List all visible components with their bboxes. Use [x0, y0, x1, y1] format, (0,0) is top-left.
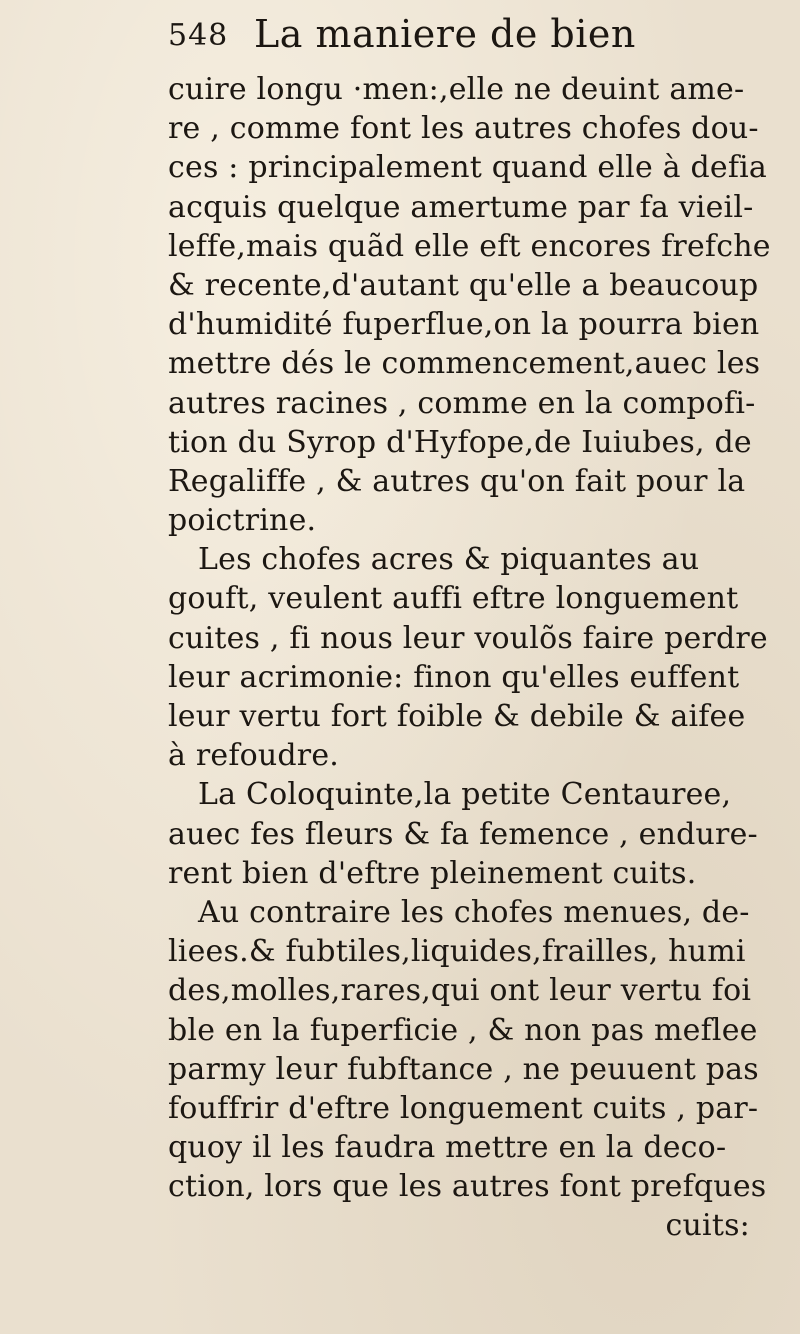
text-line: fouffrir d'eftre longuement cuits , par-	[168, 1090, 759, 1126]
text-line: & recente,d'autant qu'elle a beaucoup	[168, 267, 759, 303]
text-line: autres racines , comme en la compofi-	[168, 385, 756, 421]
text-line: acquis quelque amertume par fa vieil-	[168, 189, 754, 225]
text-line: Regaliffe , & autres qu'on fait pour la	[168, 463, 746, 499]
text-line: La Coloquinte,la petite Centauree,	[198, 777, 732, 813]
running-title: La maniere de bien	[254, 12, 636, 56]
text-line: d'humidité fuperflue,on la pourra bien	[168, 307, 760, 343]
text-line: ble en la fuperficie , & non pas meflee	[168, 1012, 758, 1048]
text-line: re , comme font les autres chofes dou-	[168, 111, 759, 147]
text-line: quoy il les faudra mettre en la deco-	[168, 1130, 727, 1166]
text-line: rent bien d'eftre pleinement cuits.	[168, 855, 697, 891]
text-line: leffe,mais quãd elle eft encores frefche	[168, 228, 771, 264]
text-line: Au contraire les chofes menues, de-	[198, 894, 750, 930]
text-line: ces : principalement quand elle à defia	[168, 150, 768, 186]
text-line: à refoudre.	[168, 738, 340, 774]
text-line: gouft, veulent auffi eftre longuement	[168, 581, 739, 617]
text-line: poictrine.	[168, 503, 317, 539]
body-text	[168, 70, 778, 1246]
text-line: cuites , fi nous leur voulõs faire perdre	[168, 620, 768, 656]
text-line: leur acrimonie: finon qu'elles euffent	[168, 659, 740, 695]
page-number: 548	[168, 18, 229, 53]
text-line: mettre dés le commencement,auec les	[168, 346, 761, 382]
text-line: tion du Syrop d'Hyfope,de Iuiubes, de	[168, 424, 752, 460]
text-line: Les chofes acres & piquantes au	[198, 542, 700, 578]
text-line: liees.& fubtiles,liquides,frailles, humi	[168, 934, 746, 970]
text-line: auec fes fleurs & fa femence , endure-	[168, 816, 758, 852]
text-line: ction, lors que les autres font prefques	[168, 1169, 767, 1205]
text-line: des,molles,rares,qui ont leur vertu foi	[168, 973, 752, 1009]
text-line: cuits:	[665, 1208, 750, 1244]
text-line: leur vertu fort foible & debile & aifee	[168, 699, 746, 734]
running-head	[168, 12, 728, 62]
text-line: cuire longu ·men:,elle ne deuint ame-	[168, 72, 745, 107]
text-line: parmy leur fubftance , ne peuuent pas	[168, 1051, 759, 1087]
